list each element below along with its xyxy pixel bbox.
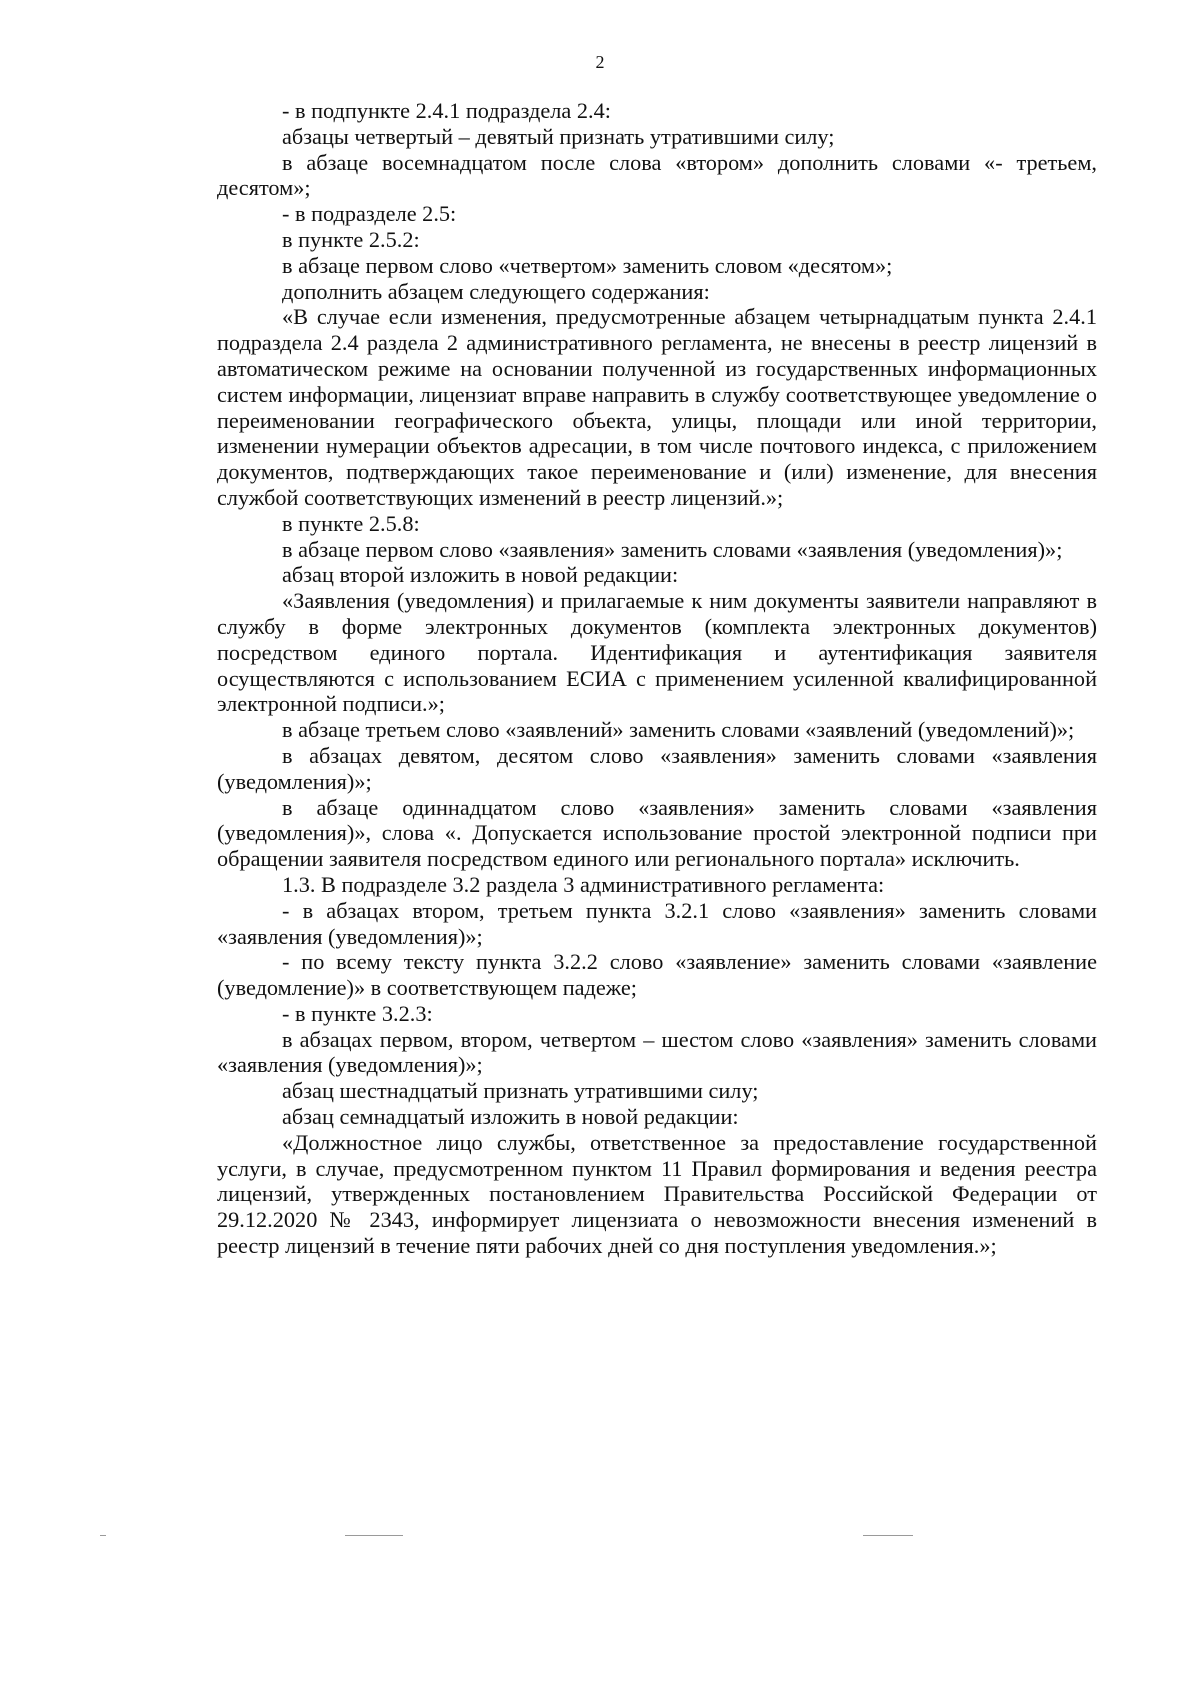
- paragraph-13: в абзаце третьем слово «заявлений» заменить словами «заявлений (уведомлений)»;: [282, 717, 1075, 743]
- scan-artifact-line: [863, 1535, 913, 1536]
- paragraph-1: - в подпункте 2.4.1 подраздела 2.4:: [282, 98, 611, 123]
- scan-artifact-line: [345, 1535, 403, 1536]
- paragraph-18: - по всему тексту пункта 3.2.2 слово «заявление» заменить словами «заявление (уведомление)» в соответствующем падеже;: [217, 949, 1097, 1001]
- paragraph-12: «Заявления (уведомления) и прилагаемые к ним документы заявители направляют в службу в форме электронных документов (комплекта электронных документов) посредством единого портала. Идентификация и аутентификация заявителя осуществляются с использованием ЕСИА с применением усиленной квалифицированной электронной подписи.»;: [217, 588, 1097, 717]
- paragraph-14: в абзацах девятом, десятом слово «заявления» заменить словами «заявления (уведомления)»;: [217, 742, 1097, 794]
- paragraph-10: в абзаце первом слово «заявления» заменить словами «заявления (уведомления)»;: [282, 536, 1063, 562]
- paragraph-20: в абзацах первом, втором, четвертом – шестом слово «заявления» заменить словами «заявления (уведомления)»;: [217, 1026, 1097, 1078]
- paragraph-7: дополнить абзацем следующего содержания:: [282, 278, 710, 304]
- paragraph-23: «Должностное лицо службы, ответственное за предоставление государственной услуги, в случае, предусмотренном пунктом 11 Правил формирования и ведения реестра лицензий, утвержденных постановлением Правительства Российской Федерации от 29.12.2020 № 2343, информирует лицензиата о невозможности внесения изменений в реестр лицензий в течение пяти рабочих дней со дня поступления уведомления.»;: [217, 1129, 1097, 1259]
- paragraph-6: в абзаце первом слово «четвертом» заменить словом «десятом»;: [282, 252, 893, 278]
- paragraph-17: - в абзацах втором, третьем пункта 3.2.1 слово «заявления» заменить словами «заявления (уведомления)»;: [217, 897, 1097, 949]
- paragraph-8: «В случае если изменения, предусмотренные абзацем четырнадцатым пункта 2.4.1 подраздела 2.4 раздела 2 административного регламента, не внесены в реестр лицензий в автоматическом режиме на основании полученной из государственных информационных систем информации, лицензиат вправе направить в службу соответствующее уведомление о переименовании географического объекта, улицы, площади или иной территории, изменении нумерации объектов адресации, в том числе почтового индекса, с приложением документов, подтверждающих такое переименование и (или) изменение, для внесения службой соответствующих изменений в реестр лицензий.»;: [217, 304, 1097, 510]
- paragraph-22: абзац семнадцатый изложить в новой редакции:: [282, 1104, 739, 1130]
- paragraph-9: в пункте 2.5.8:: [282, 510, 420, 536]
- paragraph-4: - в подразделе 2.5:: [282, 201, 457, 227]
- page-number: 2: [595, 52, 605, 72]
- paragraph-3: в абзаце восемнадцатом после слова «втором» дополнить словами «- третьем, десятом»;: [217, 149, 1097, 201]
- paragraph-2: абзацы четвертый – девятый признать утратившими силу;: [282, 123, 835, 149]
- paragraph-11: абзац второй изложить в новой редакции:: [282, 562, 679, 588]
- paragraph-19: - в пункте 3.2.3:: [282, 1000, 433, 1026]
- paragraph-21: абзац шестнадцатый признать утратившими силу;: [282, 1078, 759, 1104]
- paragraph-15: в абзаце одиннадцатом слово «заявления» заменить словами «заявления (уведомления)», слова «. Допускается использование простой электронной подписи при обращении заявителя посредством единого или регионального портала» исключить.: [217, 794, 1097, 872]
- paragraph-5: в пункте 2.5.2:: [282, 226, 420, 252]
- scan-artifact-line: [100, 1535, 106, 1536]
- document-body: [217, 98, 1097, 1259]
- paragraph-16: 1.3. В подразделе 3.2 раздела 3 административного регламента:: [282, 871, 885, 897]
